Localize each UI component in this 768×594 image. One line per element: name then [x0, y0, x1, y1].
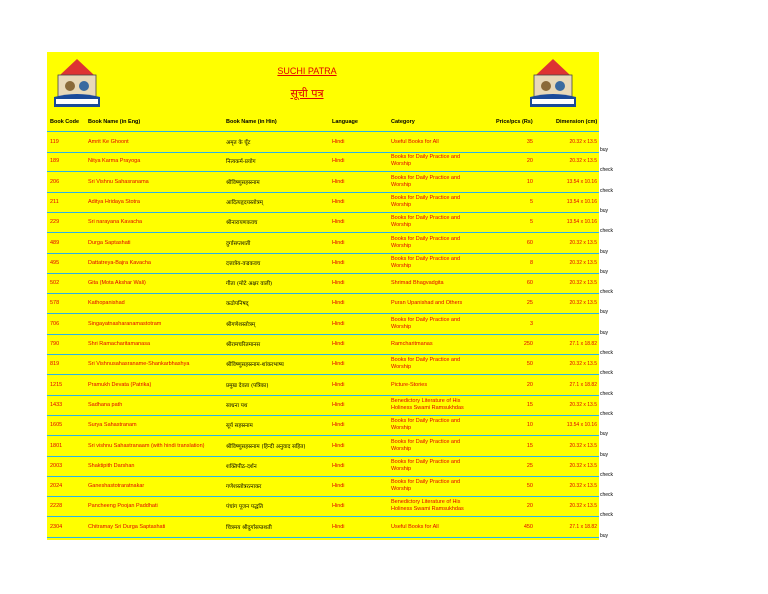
book-code-cell: 819	[50, 361, 60, 368]
book-code-cell: 211	[50, 198, 59, 205]
language-cell: Hindi	[332, 178, 345, 185]
category-cell: Benedictory Literature of His Holiness Swami Ramsukhdas	[391, 397, 464, 411]
book-code-cell: 489	[50, 239, 60, 246]
category-cell: Books for Daily Practice and Worship	[391, 458, 461, 472]
dimension-cell: 20.32 x 13.5	[569, 300, 597, 307]
book-code-cell: 1215	[50, 381, 63, 388]
book-name-eng-cell: Sri vishnu Sahastranaam (with hindi translation)	[88, 442, 205, 449]
gita-press-logo-left	[48, 55, 106, 113]
book-name-eng-cell: Shaktipith Darshan	[88, 462, 135, 469]
dimension-cell: 20.32 x 13.5	[569, 503, 597, 510]
book-code-cell: 229	[50, 219, 60, 226]
book-name-hin-cell: श्रीविष्णुसहस्रनाम	[226, 179, 260, 186]
book-name-eng-cell: Gita (Mota Akshar Wali)	[88, 280, 146, 287]
price-cell: 15	[526, 401, 533, 408]
book-name-hin-cell: श्रीविष्णुसहस्रनाम-शांकरभाष्य	[226, 362, 284, 369]
price-cell: 25	[526, 300, 533, 307]
dimension-cell: 20.32 x 13.5	[569, 483, 597, 490]
table-row	[47, 293, 599, 314]
book-name-eng-cell: Sri Vishnusahasraname-Shankarbhashya	[88, 361, 190, 368]
book-name-eng-cell: Shri Ramacharitamanasa	[88, 341, 151, 347]
book-code-cell: 578	[50, 300, 60, 307]
language-cell: Hindi	[332, 320, 345, 327]
category-cell: Books for Daily Practice and Worship	[391, 235, 461, 249]
language-cell: Hindi	[332, 341, 345, 347]
book-name-hin-cell: अमृत के घूँट	[226, 140, 251, 146]
price-cell: 25	[526, 462, 533, 469]
book-code-cell: 1801	[50, 442, 63, 449]
book-name-hin-cell: सूर्य सहस्रनाम	[226, 423, 253, 430]
book-code-cell: 2003	[50, 462, 63, 469]
price-cell: 20	[526, 381, 533, 388]
category-cell: Shrimad Bhagvadgita	[391, 280, 444, 287]
header-book-name-eng: Book Name (in Eng)	[88, 119, 141, 125]
dimension-cell: 20.32 x 13.5	[569, 442, 597, 449]
book-name-eng-cell: Sri narayana Kavacha	[88, 219, 143, 226]
check-link[interactable]: check	[600, 390, 614, 397]
check-link[interactable]: check	[600, 228, 614, 235]
price-cell: 35	[526, 139, 533, 145]
book-name-hin-cell: श्रीरामचरितमानस	[226, 342, 261, 348]
price-cell: 20	[526, 503, 533, 510]
language-cell: Hindi	[332, 483, 345, 490]
price-cell: 10	[526, 178, 533, 185]
check-link[interactable]: check	[600, 187, 614, 194]
language-cell: Hindi	[332, 401, 345, 408]
book-name-eng-cell: Chitramay Sri Durga Saptashati	[88, 523, 166, 530]
category-cell: Books for Daily Practice and Worship	[391, 357, 461, 371]
book-name-hin-cell: गणेशस्तोत्ररत्नाकर	[226, 484, 262, 491]
book-code-cell: 2024	[50, 483, 63, 490]
category-cell: Useful Books for All	[391, 139, 439, 145]
book-name-hin-cell: श्रीगणेशस्तोत्रम्	[226, 321, 256, 328]
table-row	[47, 436, 599, 457]
book-code-cell: 502	[50, 280, 60, 287]
category-cell: Books for Daily Practice and Worship	[391, 154, 461, 168]
price-cell: 20	[526, 158, 533, 165]
book-name-hin-cell: कठोपनिषद्	[226, 301, 249, 308]
book-code-cell: 790	[50, 341, 60, 347]
book-name-eng-cell: Kathopanishad	[88, 300, 125, 307]
category-cell: Books for Daily Practice and Worship	[391, 316, 461, 330]
language-cell: Hindi	[332, 219, 345, 226]
dimension-cell: 27.1 x 18.82	[569, 523, 597, 530]
book-name-hin-cell: श्रीनारायणकवच	[226, 220, 258, 227]
table-row	[47, 456, 599, 477]
table-row	[47, 496, 599, 517]
table-row	[47, 253, 599, 274]
price-cell: 5	[529, 198, 533, 205]
buy-link[interactable]: buy	[600, 147, 609, 153]
catalog-title-hindi: सूची पत्र	[290, 87, 324, 100]
language-cell: Hindi	[332, 462, 345, 469]
book-name-eng-cell: Dattatreya-Bajra Kavacha	[88, 259, 151, 266]
book-code-cell: 1433	[50, 401, 63, 408]
table-row	[47, 131, 599, 153]
price-cell: 450	[523, 523, 533, 530]
price-cell: 50	[526, 361, 533, 368]
book-name-hin-cell: चित्रमय श्रीदुर्गासप्तशती	[226, 524, 272, 531]
language-cell: Hindi	[332, 139, 345, 145]
buy-link[interactable]: buy	[600, 207, 609, 214]
price-cell: 60	[526, 280, 533, 287]
book-code-cell: 119	[50, 139, 59, 145]
table-row	[47, 517, 599, 538]
buy-link[interactable]: buy	[600, 532, 609, 539]
dimension-cell: 20.32 x 13.5	[569, 280, 597, 287]
dimension-cell: 20.32 x 13.5	[569, 139, 597, 145]
dimension-cell: 13.54 x 10.16	[566, 219, 597, 226]
check-link[interactable]: check	[600, 512, 614, 519]
book-name-eng-cell: Pramukh Devata (Patrika)	[88, 381, 152, 388]
language-cell: Hindi	[332, 259, 345, 266]
check-link[interactable]: check	[600, 350, 614, 356]
book-code-cell: 189	[50, 158, 60, 165]
check-link[interactable]: check	[600, 370, 614, 377]
dimension-cell: 20.32 x 13.5	[569, 361, 597, 368]
book-name-hin-cell: पंचांग पूजन पद्धति	[226, 504, 263, 511]
language-cell: Hindi	[332, 198, 345, 205]
price-cell: 60	[526, 239, 533, 246]
header-book-name-hin: Book Name (in Hin)	[226, 119, 277, 125]
book-code-cell: 706	[50, 320, 60, 327]
book-name-hin-cell: दुर्गासप्तशती	[226, 240, 251, 247]
table-row	[47, 151, 599, 172]
check-link[interactable]: check	[600, 492, 614, 499]
book-name-hin-cell: श्रीविष्णुसहस्रनाम (हिन्दी अनुवाद सहित)	[226, 443, 306, 450]
dimension-cell: 20.32 x 13.5	[569, 401, 597, 408]
language-cell: Hindi	[332, 523, 345, 530]
language-cell: Hindi	[332, 280, 345, 287]
book-name-eng-cell: Sadhana path	[88, 401, 123, 408]
book-name-hin-cell: दत्तात्रेय-वज्रकवच	[226, 260, 261, 267]
table-row	[47, 273, 599, 294]
price-cell: 5	[529, 219, 533, 226]
category-cell: Books for Daily Practice and Worship	[391, 255, 461, 269]
table-row	[47, 375, 599, 396]
category-cell: Puran Upanishad and Others	[391, 300, 463, 307]
table-row	[47, 314, 599, 335]
buy-link[interactable]: buy	[600, 309, 609, 316]
dimension-cell: 13.54 x 10.16	[566, 178, 597, 185]
category-cell: Useful Books for All	[391, 523, 439, 530]
header-language: Language	[332, 119, 358, 125]
buy-link[interactable]: buy	[600, 431, 609, 438]
table-row	[47, 476, 599, 497]
book-name-hin-cell: आदित्यहृदयस्तोत्रम्	[226, 199, 263, 206]
book-name-hin-cell: गीता (मोटे अक्षर वाली)	[226, 281, 273, 288]
buy-link[interactable]: buy	[600, 329, 609, 336]
book-name-eng-cell: Aditya Hridaya Stotra	[88, 198, 140, 205]
book-name-eng-cell: Sri Vishnu Sahasranama	[88, 178, 149, 185]
table-row	[47, 233, 599, 254]
book-name-eng-cell: Surya Sahastranam	[88, 422, 137, 429]
book-name-hin-cell: शक्तिपीठ-दर्शन	[226, 463, 257, 470]
table-row	[47, 354, 599, 375]
language-cell: Hindi	[332, 422, 345, 429]
category-cell: Books for Daily Practice and Worship	[391, 194, 461, 208]
check-link[interactable]: check	[600, 471, 614, 478]
buy-link[interactable]: buy	[600, 451, 609, 458]
book-name-eng-cell: Nitya Karma Prayoga	[88, 158, 141, 165]
book-code-cell: 495	[50, 259, 60, 266]
book-name-eng-cell: Singayatnasharanamastotram	[88, 320, 162, 327]
check-link[interactable]: check	[600, 410, 614, 417]
category-cell: Books for Daily Practice and Worship	[391, 174, 461, 188]
check-link[interactable]: check	[600, 167, 614, 174]
category-cell: Books for Daily Practice and Worship	[391, 438, 461, 452]
price-cell: 8	[529, 259, 533, 266]
language-cell: Hindi	[332, 381, 345, 388]
language-cell: Hindi	[332, 503, 345, 510]
book-name-hin-cell: नित्यकर्म-प्रयोग	[226, 159, 256, 166]
catalog-title-english: SUCHI PATRA	[277, 66, 337, 76]
price-cell: 10	[526, 422, 533, 429]
gita-press-logo-right	[524, 55, 582, 113]
header-book-code: Book Code	[50, 119, 80, 125]
language-cell: Hindi	[332, 239, 345, 246]
table-row	[47, 192, 599, 213]
book-name-eng-cell: Pancheeng Poojan Paddhati	[88, 503, 158, 510]
table-row	[47, 172, 599, 193]
buy-link[interactable]: buy	[600, 248, 609, 255]
table-row	[47, 395, 599, 416]
book-name-hin-cell: साधना पथ	[226, 402, 248, 409]
dimension-cell: 13.54 x 10.16	[566, 198, 597, 205]
book-name-hin-cell: प्रमुख देवता (पत्रिका)	[226, 382, 269, 389]
table-row	[47, 415, 599, 436]
book-name-eng-cell: Ganeshastotraratnakar	[88, 483, 145, 490]
book-code-cell: 1605	[50, 422, 63, 429]
dimension-cell: 20.32 x 13.5	[569, 259, 597, 266]
dimension-cell: 27.1 x 18.82	[569, 381, 597, 388]
table-row	[47, 212, 599, 233]
buy-link[interactable]: buy	[600, 268, 609, 275]
category-cell: Books for Daily Practice and Worship	[391, 215, 461, 229]
dimension-cell: 20.32 x 13.5	[569, 239, 597, 246]
language-cell: Hindi	[332, 158, 345, 165]
category-cell: Books for Daily Practice and Worship	[391, 479, 461, 493]
dimension-cell: 13.54 x 10.16	[566, 422, 597, 429]
check-link[interactable]: check	[600, 289, 614, 296]
price-cell: 3	[529, 320, 533, 327]
price-cell: 50	[526, 483, 533, 490]
dimension-cell: 27.1 x 18.82	[569, 341, 597, 347]
category-cell: Books for Daily Practice and Worship	[391, 418, 461, 432]
header-category: Category	[391, 119, 415, 125]
table-row	[47, 334, 599, 355]
language-cell: Hindi	[332, 300, 345, 307]
dimension-cell: 20.32 x 13.5	[569, 158, 597, 165]
language-cell: Hindi	[332, 442, 345, 449]
category-cell: Picture-Stories	[391, 381, 428, 388]
header-price: Price/pcs (Rs)	[496, 119, 533, 125]
price-cell: 250	[523, 341, 533, 347]
book-code-cell: 2228	[50, 503, 63, 510]
category-cell: Benedictory Literature of His Holiness Swami Ramsukhdas	[391, 499, 464, 513]
book-name-eng-cell: Durga Saptashati	[88, 239, 131, 246]
category-cell: Ramcharitmanas	[391, 341, 433, 347]
book-name-eng-cell: Amrit Ke Ghoont	[88, 139, 129, 145]
book-code-cell: 206	[50, 178, 60, 185]
price-cell: 15	[526, 442, 533, 449]
header-dimension: Dimension (cm)	[556, 119, 598, 125]
dimension-cell: 20.32 x 13.5	[569, 462, 597, 469]
language-cell: Hindi	[332, 361, 345, 368]
book-code-cell: 2304	[50, 523, 63, 530]
